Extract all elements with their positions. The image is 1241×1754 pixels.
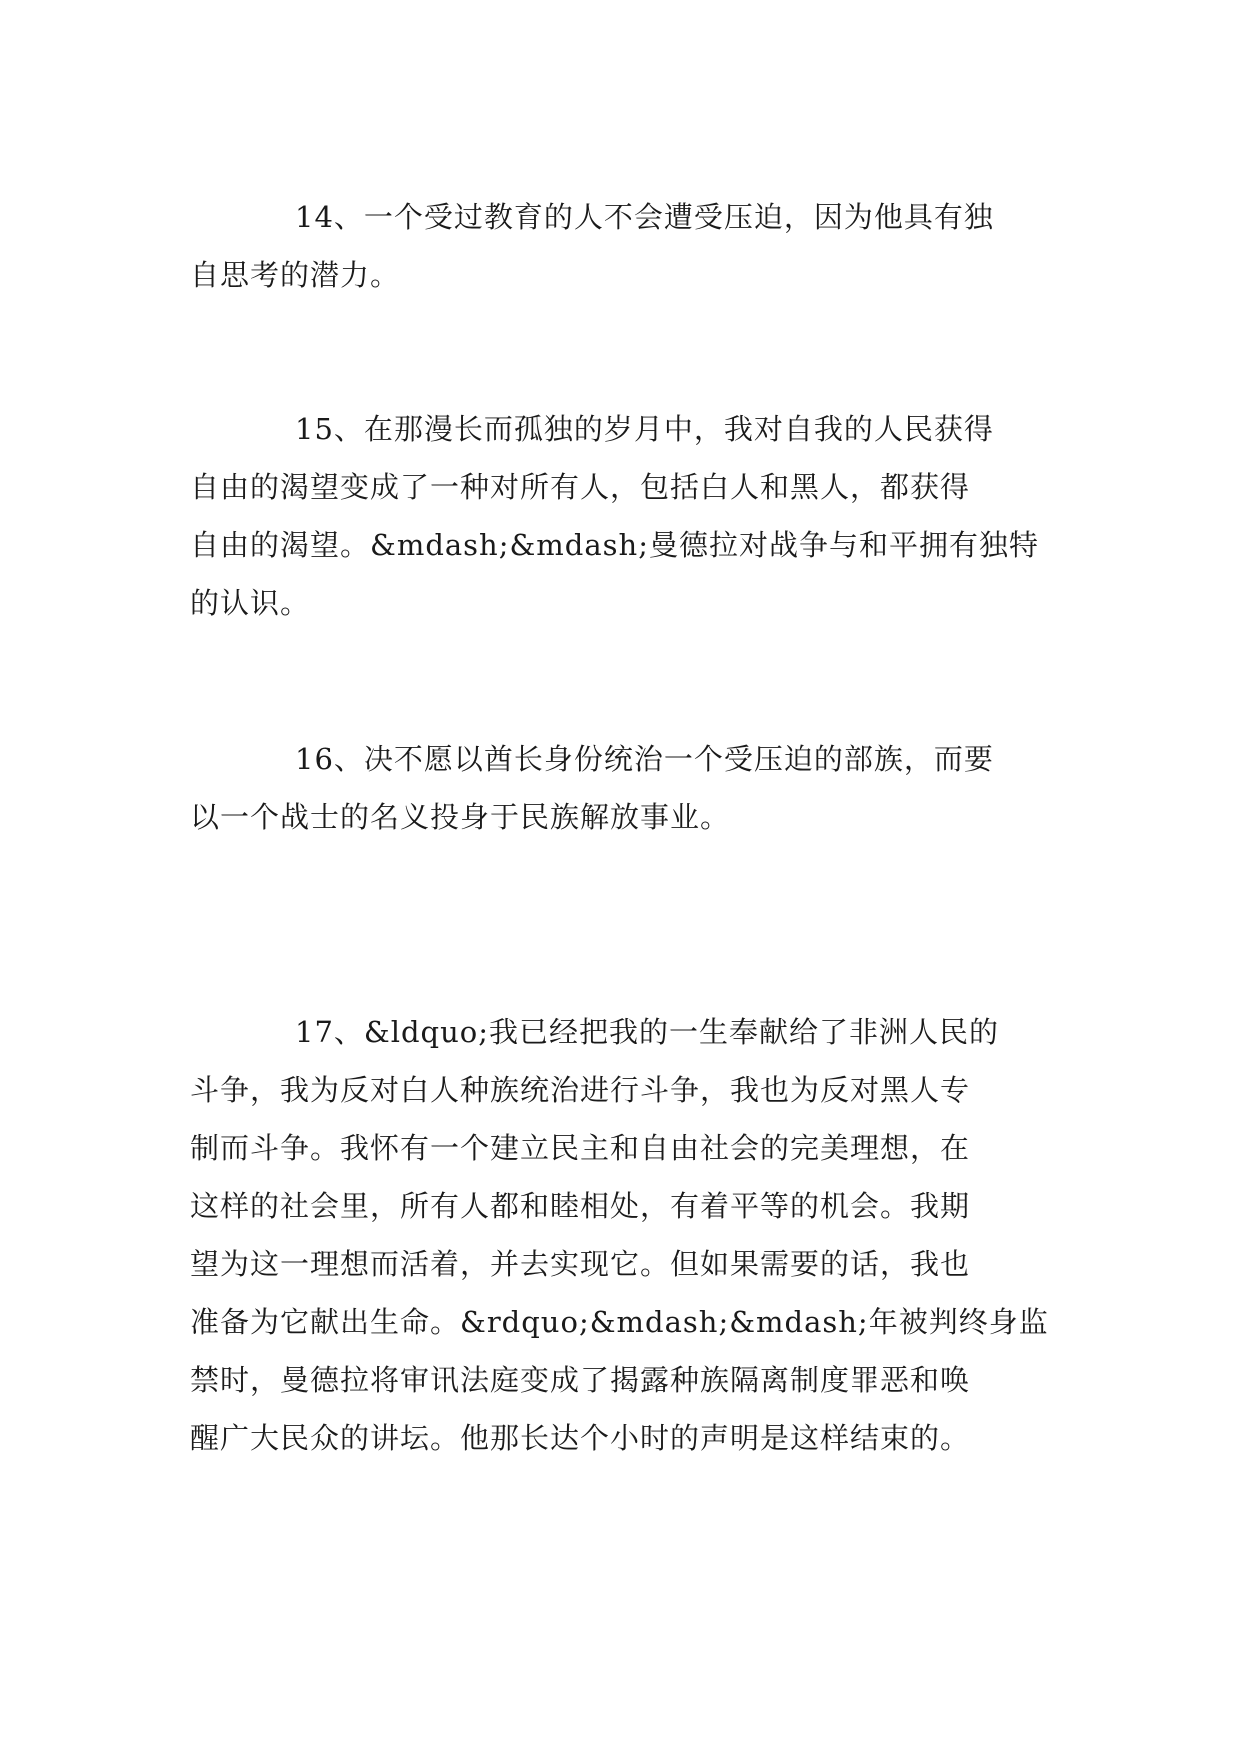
paragraph-line: 斗争，我为反对白人种族统治进行斗争，我也为反对黑人专	[190, 1073, 971, 1107]
paragraph-17	[190, 1003, 1080, 1467]
paragraph-line: 16、决不愿以酋长身份统治一个受压迫的部族，而要	[295, 742, 994, 776]
paragraph-line: 禁时，曼德拉将审讯法庭变成了揭露种族隔离制度罪恶和唤	[190, 1363, 971, 1397]
paragraph-line: 的认识。	[190, 586, 311, 620]
paragraph-16	[190, 730, 1080, 846]
paragraph-line: 以一个战士的名义投身于民族解放事业。	[190, 800, 731, 834]
paragraph-line: 准备为它献出生命。&rdquo;&mdash;&mdash;年被判终身监	[190, 1305, 1049, 1339]
paragraph-14	[190, 188, 1080, 304]
paragraph-line: 自由的渴望变成了一种对所有人，包括白人和黑人，都获得	[190, 470, 971, 504]
paragraph-15	[190, 400, 1080, 632]
paragraph-line: 自思考的潜力。	[190, 258, 401, 292]
paragraph-line: 17、&ldquo;我已经把我的一生奉献给了非洲人民的	[295, 1015, 1000, 1049]
paragraph-line: 醒广大民众的讲坛。他那长达个小时的声明是这样结束的。	[190, 1421, 971, 1455]
paragraph-line: 14、一个受过教育的人不会遭受压迫，因为他具有独	[295, 200, 994, 234]
paragraph-line: 望为这一理想而活着，并去实现它。但如果需要的话，我也	[190, 1247, 971, 1281]
paragraph-line: 15、在那漫长而孤独的岁月中，我对自我的人民获得	[295, 412, 994, 446]
paragraph-line: 这样的社会里，所有人都和睦相处，有着平等的机会。我期	[190, 1189, 971, 1223]
paragraph-line: 自由的渴望。&mdash;&mdash;曼德拉对战争与和平拥有独特	[190, 528, 1039, 562]
paragraph-line: 制而斗争。我怀有一个建立民主和自由社会的完美理想，在	[190, 1131, 971, 1165]
